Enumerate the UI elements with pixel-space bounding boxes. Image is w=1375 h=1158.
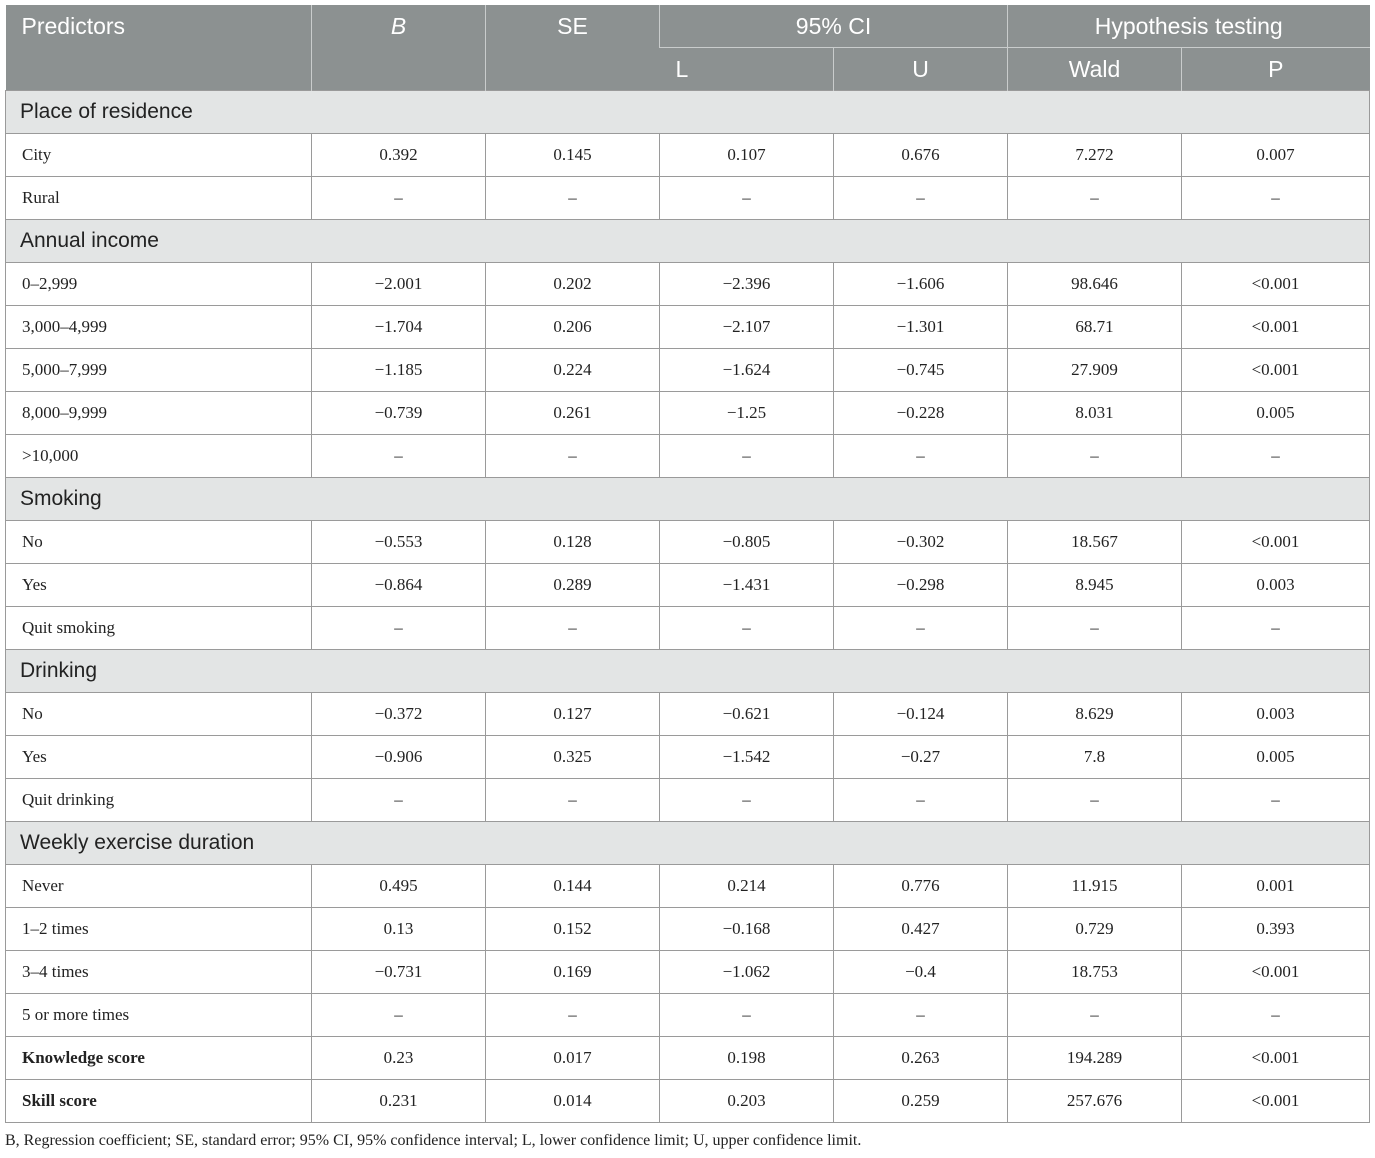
table-cell: – [660,779,834,822]
table-cell: 0.005 [1182,736,1370,779]
table-cell: 7.8 [1008,736,1182,779]
header-se: SE [486,5,660,91]
table-cell: <0.001 [1182,1037,1370,1080]
table-cell: – [834,177,1008,220]
regression-table-container [5,5,1369,1123]
table-cell: 257.676 [1008,1080,1182,1123]
row-label: No [6,693,312,736]
section-title: Place of residence [6,91,1370,134]
header-p: P [1182,48,1370,91]
table-cell: −1.185 [312,349,486,392]
table-cell: 0.152 [486,908,660,951]
table-row [6,263,1370,306]
table-cell: 0.676 [834,134,1008,177]
table-cell: −1.606 [834,263,1008,306]
table-cell: – [1182,435,1370,478]
table-cell: −0.302 [834,521,1008,564]
table-cell: −0.298 [834,564,1008,607]
table-row [6,1037,1370,1080]
table-cell: – [486,779,660,822]
table-cell: 0.003 [1182,564,1370,607]
table-cell: −1.542 [660,736,834,779]
table-cell: – [1182,607,1370,650]
table-cell: 7.272 [1008,134,1182,177]
table-cell: 8.031 [1008,392,1182,435]
row-label: Knowledge score [6,1037,312,1080]
table-cell: −1.431 [660,564,834,607]
table-cell: – [660,435,834,478]
table-row [6,564,1370,607]
table-cell: 0.128 [486,521,660,564]
regression-table [5,5,1370,1123]
table-cell: – [1008,435,1182,478]
table-cell: – [312,607,486,650]
table-cell: – [312,435,486,478]
table-cell: −2.001 [312,263,486,306]
table-cell: 0.206 [486,306,660,349]
row-label: 5 or more times [6,994,312,1037]
table-row [6,134,1370,177]
table-cell: 18.753 [1008,951,1182,994]
header-hypothesis: Hypothesis testing [1008,5,1370,48]
table-row [6,736,1370,779]
header-lower: L [660,48,834,91]
table-cell: 0.224 [486,349,660,392]
section-title: Drinking [6,650,1370,693]
table-cell: 27.909 [1008,349,1182,392]
table-cell: – [1182,177,1370,220]
table-cell: 0.007 [1182,134,1370,177]
table-cell: 0.202 [486,263,660,306]
table-cell: 0.259 [834,1080,1008,1123]
table-cell: – [1182,994,1370,1037]
table-cell: – [834,994,1008,1037]
table-cell: −0.27 [834,736,1008,779]
table-cell: 0.003 [1182,693,1370,736]
table-row [6,951,1370,994]
table-cell: – [1008,607,1182,650]
table-cell: 11.915 [1008,865,1182,908]
table-cell: 0.169 [486,951,660,994]
row-label: No [6,521,312,564]
header-wald: Wald [1008,48,1182,91]
table-cell: – [660,607,834,650]
table-cell: 194.289 [1008,1037,1182,1080]
table-row [6,521,1370,564]
table-row [6,865,1370,908]
table-cell: 0.325 [486,736,660,779]
table-cell: <0.001 [1182,1080,1370,1123]
row-label: Yes [6,736,312,779]
row-label: Yes [6,564,312,607]
table-cell: – [486,994,660,1037]
table-cell: −1.062 [660,951,834,994]
table-cell: <0.001 [1182,521,1370,564]
table-cell: – [660,177,834,220]
table-cell: 0.23 [312,1037,486,1080]
table-cell: 0.427 [834,908,1008,951]
table-cell: – [312,779,486,822]
table-cell: 0.203 [660,1080,834,1123]
table-row [6,435,1370,478]
table-cell: −0.621 [660,693,834,736]
table-cell: −0.228 [834,392,1008,435]
table-cell: −0.4 [834,951,1008,994]
table-cell: <0.001 [1182,306,1370,349]
table-cell: −1.301 [834,306,1008,349]
header-b [312,5,486,91]
row-label: 8,000–9,999 [6,392,312,435]
table-row [6,306,1370,349]
table-cell: 0.231 [312,1080,486,1123]
table-cell: 0.014 [486,1080,660,1123]
table-cell: −0.124 [834,693,1008,736]
table-cell: −0.168 [660,908,834,951]
table-row [6,177,1370,220]
table-cell: – [834,779,1008,822]
table-cell: −0.372 [312,693,486,736]
header-upper: U [834,48,1008,91]
table-cell: <0.001 [1182,263,1370,306]
table-cell: 0.495 [312,865,486,908]
table-cell: 0.729 [1008,908,1182,951]
table-cell: 0.198 [660,1037,834,1080]
table-cell: 0.214 [660,865,834,908]
table-cell: 0.13 [312,908,486,951]
table-cell: −1.624 [660,349,834,392]
table-cell: 0.017 [486,1037,660,1080]
section-title: Weekly exercise duration [6,822,1370,865]
table-cell: – [1008,779,1182,822]
section-row [6,822,1370,865]
row-label: 5,000–7,999 [6,349,312,392]
table-row [6,779,1370,822]
table-cell: – [486,435,660,478]
table-cell: 0.263 [834,1037,1008,1080]
table-row [6,908,1370,951]
table-cell: −2.396 [660,263,834,306]
table-cell: 0.261 [486,392,660,435]
table-cell: −0.553 [312,521,486,564]
table-cell: 0.145 [486,134,660,177]
row-label: Quit drinking [6,779,312,822]
table-cell: 0.392 [312,134,486,177]
table-cell: −1.704 [312,306,486,349]
row-label: Never [6,865,312,908]
table-cell: – [1008,177,1182,220]
table-cell: 0.289 [486,564,660,607]
header-ci: 95% CI [660,5,1008,48]
section-title: Annual income [6,220,1370,263]
table-row [6,607,1370,650]
table-row [6,349,1370,392]
table-cell: −0.906 [312,736,486,779]
table-cell: – [834,435,1008,478]
table-row [6,994,1370,1037]
table-cell: −0.731 [312,951,486,994]
table-cell: – [486,177,660,220]
table-header [6,5,1370,91]
table-cell: 8.629 [1008,693,1182,736]
section-row [6,220,1370,263]
table-cell: – [834,607,1008,650]
row-label: 1–2 times [6,908,312,951]
section-row [6,91,1370,134]
row-label: >10,000 [6,435,312,478]
table-cell: −1.25 [660,392,834,435]
table-cell: – [660,994,834,1037]
table-cell: −2.107 [660,306,834,349]
row-label: Quit smoking [6,607,312,650]
row-label: Rural [6,177,312,220]
row-label: 3,000–4,999 [6,306,312,349]
row-label: 3–4 times [6,951,312,994]
row-label: 0–2,999 [6,263,312,306]
table-body [6,91,1370,1123]
row-label: City [6,134,312,177]
table-cell: 98.646 [1008,263,1182,306]
table-cell: −0.739 [312,392,486,435]
table-cell: – [486,607,660,650]
table-cell: – [312,994,486,1037]
section-row [6,650,1370,693]
table-row [6,1080,1370,1123]
table-cell: – [1182,779,1370,822]
row-label: Skill score [6,1080,312,1123]
table-footnote: B, Regression coefficient; SE, standard error; 95% CI, 95% confidence interval; L, lower confidence limit; U, upper confidence limit. [5,1132,862,1149]
table-cell: −0.745 [834,349,1008,392]
section-row [6,478,1370,521]
table-cell: 0.005 [1182,392,1370,435]
table-cell: 68.71 [1008,306,1182,349]
table-cell: 0.144 [486,865,660,908]
table-cell: 0.393 [1182,908,1370,951]
table-cell: – [312,177,486,220]
table-cell: 0.107 [660,134,834,177]
table-cell: −0.864 [312,564,486,607]
table-row [6,693,1370,736]
table-cell: <0.001 [1182,951,1370,994]
table-cell: <0.001 [1182,349,1370,392]
header-b-label: B [390,13,407,39]
table-cell: 0.127 [486,693,660,736]
table-cell: 0.001 [1182,865,1370,908]
header-predictors: Predictors [6,5,312,91]
table-cell: −0.805 [660,521,834,564]
table-cell: 8.945 [1008,564,1182,607]
table-cell: – [1008,994,1182,1037]
table-cell: 18.567 [1008,521,1182,564]
table-row [6,392,1370,435]
table-cell: 0.776 [834,865,1008,908]
section-title: Smoking [6,478,1370,521]
